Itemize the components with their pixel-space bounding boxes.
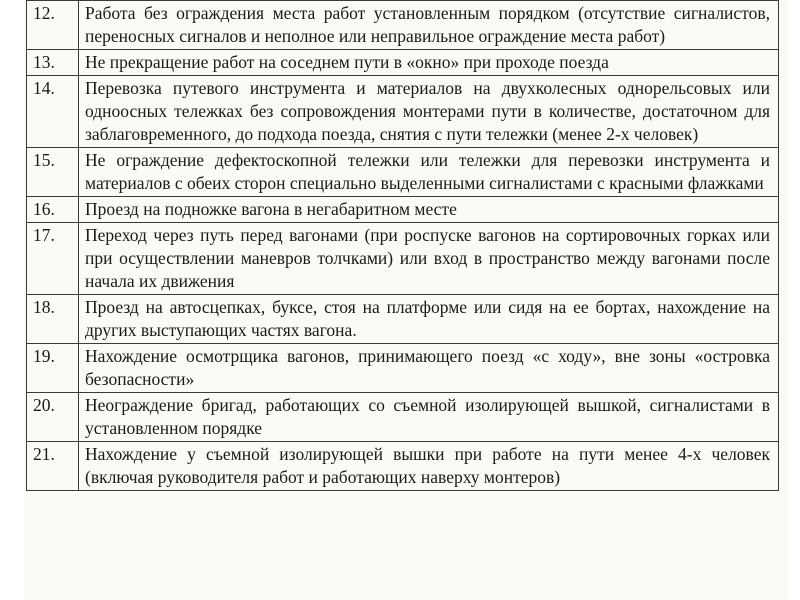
table-row xyxy=(27,344,779,393)
table-row xyxy=(27,76,779,148)
row-number: 19. xyxy=(27,344,79,393)
row-number: 12. xyxy=(27,1,79,50)
row-text: Не прекращение работ на соседнем пути в «окно» при проходе поезда xyxy=(79,50,779,76)
table-row xyxy=(27,393,779,442)
row-text: Перевозка путевого инструмента и материалов на двухколесных однорельсовых или одноосных тележках без сопровождения монтерами пути в количестве, достаточном для заблаговременного, до подхода поезда, снятия с пути тележки (менее 2-х человек) xyxy=(79,76,779,148)
row-text: Проезд на автосцепках, буксе, стоя на платформе или сидя на ее бортах, нахождение на других выступающих частях вагона. xyxy=(79,295,779,344)
row-number: 13. xyxy=(27,50,79,76)
row-text: Нахождение у съемной изолирующей вышки при работе на пути менее 4-х человек (включая руководителя работ и работающих наверху монтеров) xyxy=(79,442,779,491)
violations-table xyxy=(26,0,779,491)
row-text: Неограждение бригад, работающих со съемной изолирующей вышкой, сигналистами в установленном порядке xyxy=(79,393,779,442)
left-margin xyxy=(0,0,24,600)
right-margin xyxy=(788,0,800,600)
row-text: Работа без ограждения места работ установленным порядком (отсутствие сигналистов, переносных сигналов и неполное или неправильное ограждение места работ) xyxy=(79,1,779,50)
row-number: 16. xyxy=(27,197,79,223)
row-text: Не ограждение дефектоскопной тележки или тележки для перевозки инструмента и материалов с обеих сторон специально выделенными сигналистами с красными флажками xyxy=(79,148,779,197)
table-row xyxy=(27,148,779,197)
row-number: 14. xyxy=(27,76,79,148)
row-text: Проезд на подножке вагона в негабаритном месте xyxy=(79,197,779,223)
row-number: 20. xyxy=(27,393,79,442)
row-text: Переход через путь перед вагонами (при роспуске вагонов на сортировочных горках или при осуществлении маневров толчками) или вход в пространство между вагонами после начала их движения xyxy=(79,223,779,295)
row-number: 18. xyxy=(27,295,79,344)
table-row xyxy=(27,1,779,50)
table-row xyxy=(27,295,779,344)
row-text: Нахождение осмотрщика вагонов, принимающего поезд «с ходу», вне зоны «островка безопасности» xyxy=(79,344,779,393)
table-row xyxy=(27,442,779,491)
row-number: 17. xyxy=(27,223,79,295)
table-row xyxy=(27,50,779,76)
table-row xyxy=(27,223,779,295)
table-row xyxy=(27,197,779,223)
row-number: 21. xyxy=(27,442,79,491)
row-number: 15. xyxy=(27,148,79,197)
